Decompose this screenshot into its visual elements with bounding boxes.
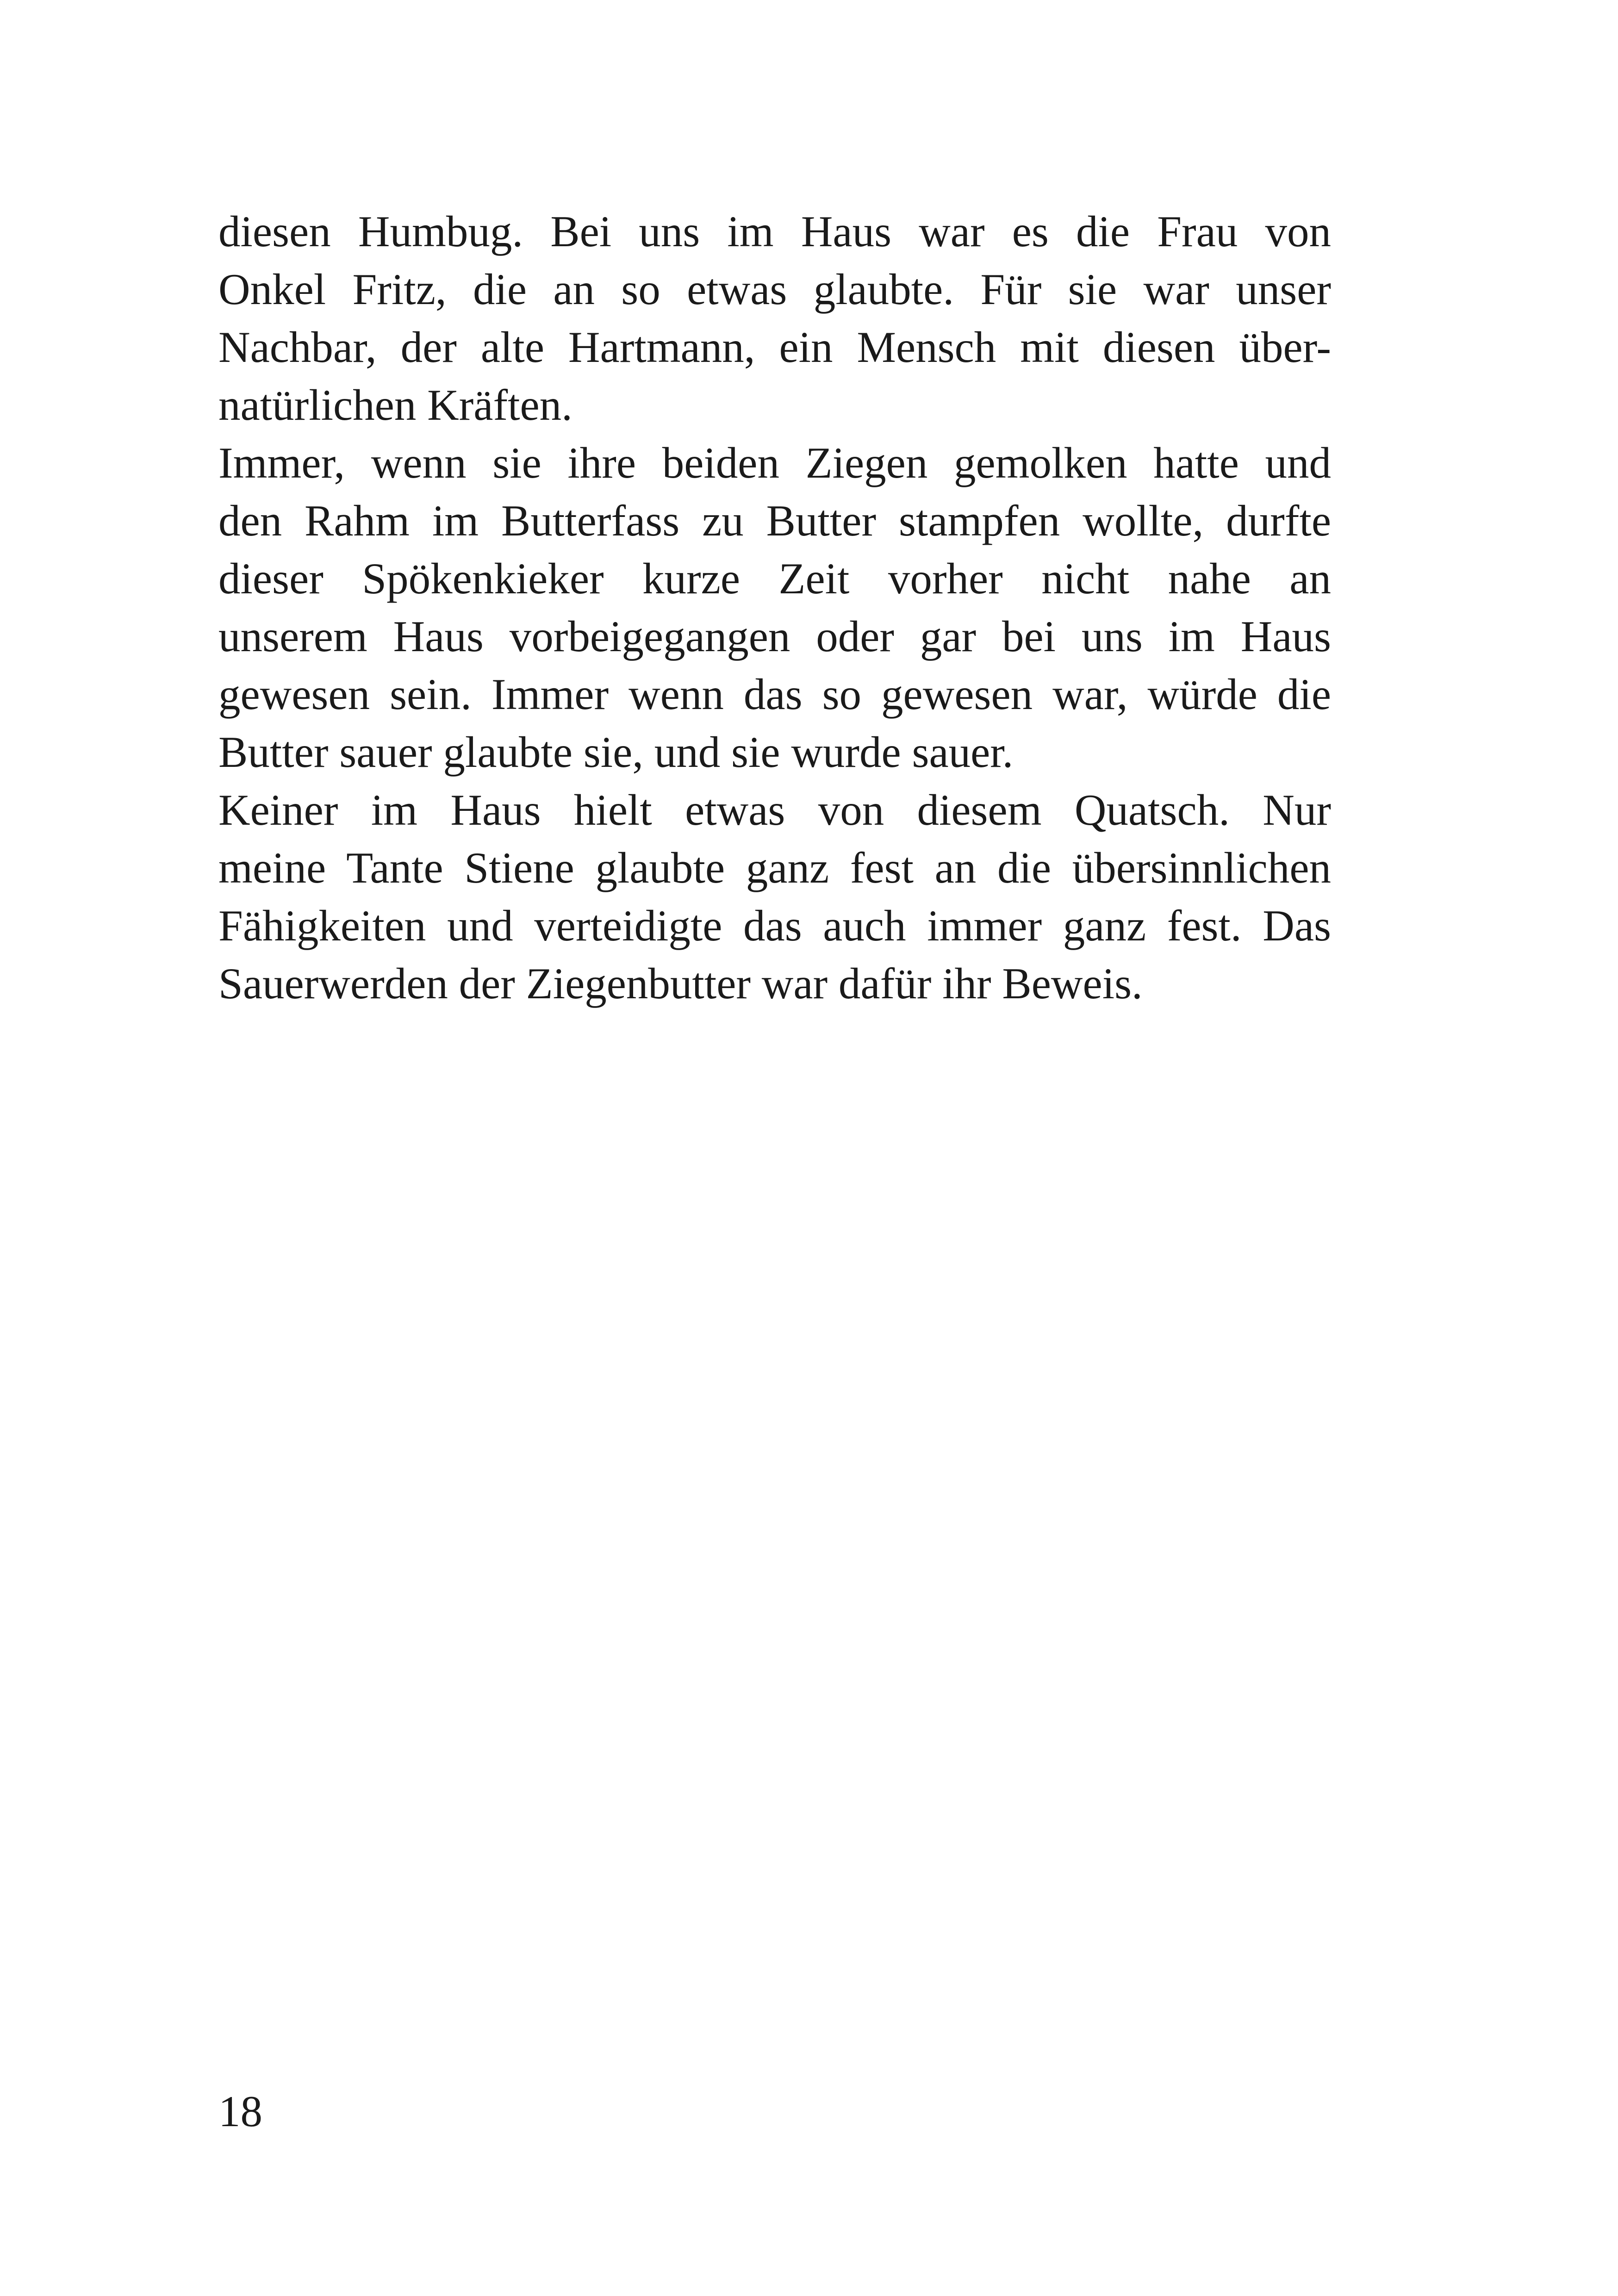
text-line: Nachbar, der alte Hartmann, ein Mensch mit diesen über- [218,323,1331,372]
text-line: unserem Haus vorbeigegangen oder gar bei uns im Haus [218,612,1331,661]
text-line: meine Tante Stiene glaubte ganz fest an die übersinnlichen [218,843,1331,892]
body-text [218,203,1331,1013]
text-line: Fähigkeiten und verteidigte das auch immer ganz fest. Das [218,901,1331,950]
text-line: gewesen sein. Immer wenn das so gewesen war, würde die [218,670,1331,719]
text-line: Sauerwerden der Ziegenbutter war dafür ihr Beweis. [218,959,1143,1008]
paragraph [218,203,1331,434]
text-line: Butter sauer glaubte sie, und sie wurde sauer. [218,728,1014,777]
text-line: dieser Spökenkieker kurze Zeit vorher nicht nahe an [218,554,1331,603]
paragraph [218,434,1331,781]
paragraph [218,781,1331,1013]
text-line: natürlichen Kräften. [218,380,573,429]
page-number: 18 [218,2087,262,2136]
text-line: diesen Humbug. Bei uns im Haus war es die Frau von [218,207,1331,256]
text-line: Onkel Fritz, die an so etwas glaubte. Für sie war unser [218,265,1331,314]
text-line: Keiner im Haus hielt etwas von diesem Quatsch. Nur [218,785,1331,834]
text-line: Immer, wenn sie ihre beiden Ziegen gemolken hatte und [218,438,1331,487]
text-line: den Rahm im Butterfass zu Butter stampfen wollte, durfte [218,496,1331,545]
